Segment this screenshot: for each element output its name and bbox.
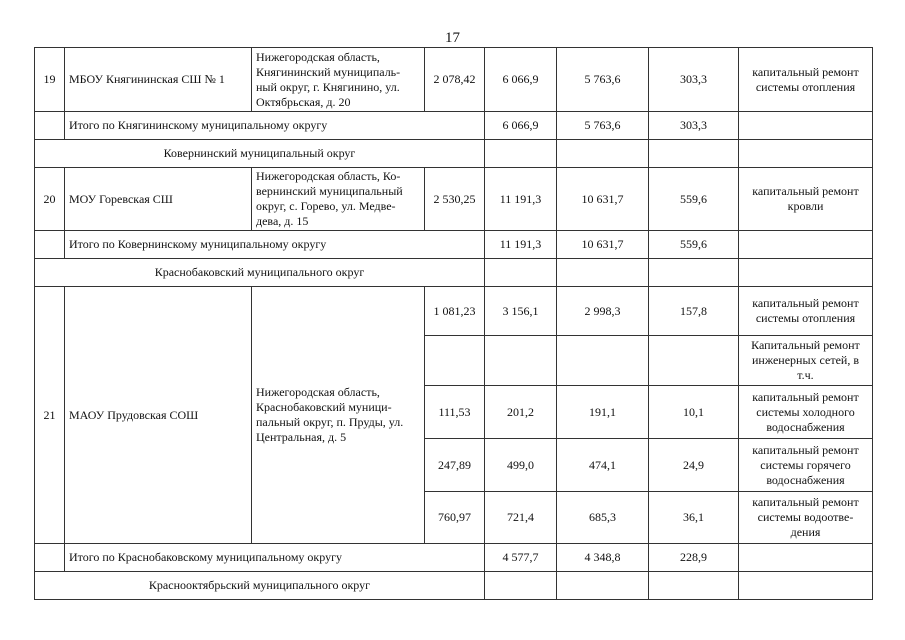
table-row-19 (35, 48, 873, 112)
empty-cell (485, 259, 557, 287)
empty-cell (557, 140, 649, 168)
regional-budget: 4 348,8 (557, 544, 649, 572)
total-cost: 3 156,1 (485, 287, 557, 336)
regional-budget: 10 631,7 (557, 231, 649, 259)
regional-budget: 191,1 (557, 386, 649, 439)
total-cost: 499,0 (485, 439, 557, 492)
table-row-21 (35, 287, 873, 336)
area-value: 760,97 (425, 492, 485, 544)
work-description: капитальный ремонт системы водоотве-дения (739, 492, 873, 544)
district-header-row (35, 572, 873, 600)
regional-budget: 10 631,7 (557, 168, 649, 231)
subtotal-row (35, 112, 873, 140)
empty-cell (739, 544, 873, 572)
empty-cell (557, 572, 649, 600)
subtotal-label: Итого по Княгининскому муниципальному округу (65, 112, 485, 140)
total-cost: 6 066,9 (485, 48, 557, 112)
local-budget: 559,6 (649, 168, 739, 231)
area-value: 2 078,42 (425, 48, 485, 112)
table-row-20 (35, 168, 873, 231)
empty-cell (739, 112, 873, 140)
funding-table (34, 47, 873, 600)
empty-cell (739, 231, 873, 259)
area-value: 2 530,25 (425, 168, 485, 231)
empty-cell (649, 140, 739, 168)
total-cost: 6 066,9 (485, 112, 557, 140)
work-description: капитальный ремонт системы отопления (739, 287, 873, 336)
institution-address: Нижегородская область, Краснобаковский муници-пальный округ, п. Пруды, ул. Центральная, д. 5 (252, 287, 425, 544)
regional-budget: 5 763,6 (557, 48, 649, 112)
regional-budget: 685,3 (557, 492, 649, 544)
page-number: 17 (445, 30, 460, 46)
area-value: 111,53 (425, 386, 485, 439)
institution-name: МОУ Горевская СШ (65, 168, 252, 231)
work-description: Капитальный ремонт инженерных сетей, в т.ч. (739, 336, 873, 386)
row-number: 21 (35, 287, 65, 544)
subtotal-label: Итого по Краснобаковскому муниципальному округу (65, 544, 485, 572)
regional-budget (557, 336, 649, 386)
empty-cell (739, 140, 873, 168)
empty-cell (557, 259, 649, 287)
institution-name: МАОУ Прудовская СОШ (65, 287, 252, 544)
district-title: Краснооктябрьский муниципального округ (35, 572, 485, 600)
total-cost: 4 577,7 (485, 544, 557, 572)
institution-name: МБОУ Княгининская СШ № 1 (65, 48, 252, 112)
district-header-row (35, 259, 873, 287)
empty-cell (739, 259, 873, 287)
area-value (425, 336, 485, 386)
total-cost: 201,2 (485, 386, 557, 439)
regional-budget: 474,1 (557, 439, 649, 492)
subtotal-row (35, 231, 873, 259)
local-budget: 228,9 (649, 544, 739, 572)
total-cost (485, 336, 557, 386)
local-budget (649, 336, 739, 386)
empty-cell (485, 140, 557, 168)
empty-cell (739, 572, 873, 600)
work-description: капитальный ремонт системы отопления (739, 48, 873, 112)
subtotal-label: Итого по Ковернинскому муниципальному округу (65, 231, 485, 259)
institution-address: Нижегородская область, Ко-вернинский муниципальный округ, с. Горево, ул. Медве-дева, д. 15 (252, 168, 425, 231)
row-number: 20 (35, 168, 65, 231)
local-budget: 303,3 (649, 48, 739, 112)
work-description: капитальный ремонт кровли (739, 168, 873, 231)
local-budget: 36,1 (649, 492, 739, 544)
subtotal-row (35, 544, 873, 572)
local-budget: 157,8 (649, 287, 739, 336)
district-title: Ковернинский муниципальный округ (35, 140, 485, 168)
empty-cell (35, 544, 65, 572)
regional-budget: 2 998,3 (557, 287, 649, 336)
empty-cell (485, 572, 557, 600)
local-budget: 10,1 (649, 386, 739, 439)
area-value: 1 081,23 (425, 287, 485, 336)
row-number: 19 (35, 48, 65, 112)
district-header-row (35, 140, 873, 168)
empty-cell (35, 231, 65, 259)
total-cost: 11 191,3 (485, 231, 557, 259)
area-value: 247,89 (425, 439, 485, 492)
work-description: капитальный ремонт системы холодного водоснабжения (739, 386, 873, 439)
empty-cell (35, 112, 65, 140)
regional-budget: 5 763,6 (557, 112, 649, 140)
total-cost: 11 191,3 (485, 168, 557, 231)
work-description: капитальный ремонт системы горячего водоснабжения (739, 439, 873, 492)
local-budget: 24,9 (649, 439, 739, 492)
empty-cell (649, 259, 739, 287)
local-budget: 559,6 (649, 231, 739, 259)
district-title: Краснобаковский муниципального округ (35, 259, 485, 287)
empty-cell (649, 572, 739, 600)
local-budget: 303,3 (649, 112, 739, 140)
total-cost: 721,4 (485, 492, 557, 544)
institution-address: Нижегородская область, Княгининский муниципаль-ный округ, г. Княгинино, ул. Октябрьская, д. 20 (252, 48, 425, 112)
